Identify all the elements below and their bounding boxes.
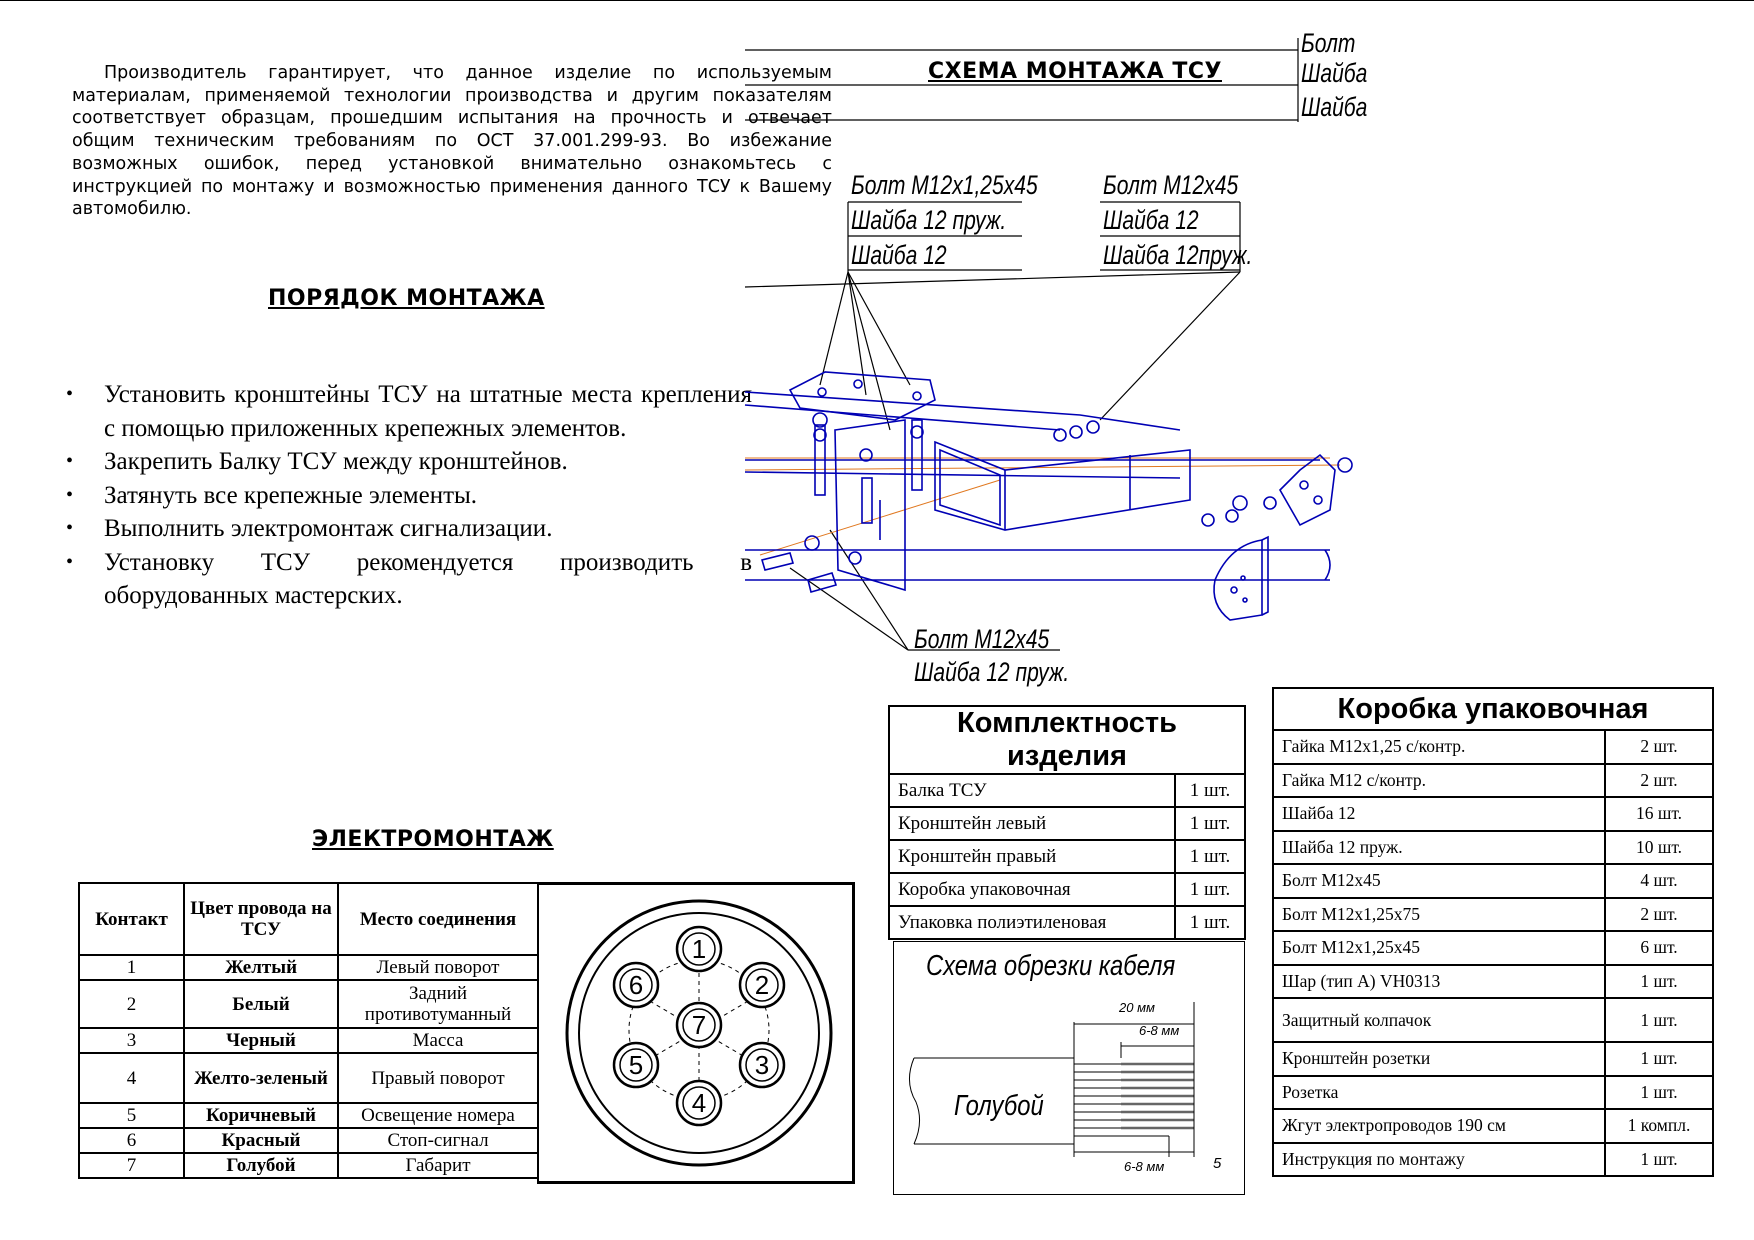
callout-washer: Шайба <box>1301 58 1368 88</box>
dimension-label: 6-8 мм <box>1124 1159 1165 1174</box>
color-cell: Белый <box>184 980 338 1028</box>
item-qty: 1 шт. <box>1605 998 1713 1042</box>
connection-cell: Габарит <box>338 1153 538 1178</box>
table-row <box>1273 898 1713 932</box>
callout-washer: Шайба 12 <box>1103 205 1199 235</box>
step-item: • Затянуть все крепежные элементы. <box>62 479 752 513</box>
item-name: Болт М12x1,25x45 <box>1273 931 1605 965</box>
contact-cell: 5 <box>79 1103 184 1128</box>
color-cell: Желто-зеленый <box>184 1053 338 1103</box>
socket-pin-label: 2 <box>754 970 770 1000</box>
contact-cell: 7 <box>79 1153 184 1178</box>
table-row <box>1273 1076 1713 1110</box>
item-qty: 1 шт. <box>1605 1076 1713 1110</box>
socket-pin-label: 7 <box>691 1010 707 1040</box>
table-row <box>1273 1109 1713 1143</box>
item-qty: 1 шт. <box>1605 1143 1713 1177</box>
connection-cell: Левый поворот <box>338 955 538 980</box>
table-row <box>1273 965 1713 999</box>
socket-pin-label: 3 <box>754 1050 770 1080</box>
order-heading: ПОРЯДОК МОНТАЖА <box>268 286 545 311</box>
color-cell: Коричневый <box>184 1103 338 1128</box>
wire-strands <box>1074 1064 1169 1136</box>
contact-cell: 6 <box>79 1128 184 1153</box>
item-name: Гайка М12x1,25 с/контр. <box>1273 730 1605 764</box>
callout-spring-washer: Шайба 12 пруж. <box>914 657 1070 687</box>
table-row <box>1273 730 1713 764</box>
header-contact: Контакт <box>79 883 184 955</box>
cable-cut-edge <box>909 1058 919 1144</box>
table-row <box>1273 864 1713 898</box>
socket-pin-label: 6 <box>628 970 644 1000</box>
connection-cell: Правый поворот <box>338 1053 538 1103</box>
step-item: • Установку ТСУ рекомендуется производить в оборудованных мастерских. <box>62 546 752 613</box>
item-name: Коробка упаковочная <box>889 873 1175 906</box>
step-item: • Выполнить электромонтаж сигнализации. <box>62 512 752 546</box>
table-row <box>79 1153 538 1178</box>
wire-color-label: Голубой <box>954 1090 1044 1122</box>
item-qty: 1 шт. <box>1175 807 1245 840</box>
box-title: Коробка упаковочная <box>1273 688 1713 730</box>
socket-pin-label: 1 <box>691 934 707 964</box>
electro-heading: ЭЛЕКТРОМОНТАЖ <box>312 827 554 852</box>
callout-spring-washer: Шайба 12пруж. <box>1103 240 1253 270</box>
item-name: Кронштейн левый <box>889 807 1175 840</box>
table-row <box>1273 931 1713 965</box>
item-name: Болт М12x45 <box>1273 864 1605 898</box>
guarantee-paragraph: Производитель гарантирует, что данное изделие по используемым материалам, применяемой технологии производства и другим показателям соответствует образцам, прошедшим испытания на прочность и отвечает общим техническим требованиям по ОСТ 37.001.299-93. Во избежание возможных ошибок, перед установкой внимательно ознакомьтесь с инструкцией по монтажу и возможностью применения данного ТСУ к Вашему автомобилю. <box>72 63 832 220</box>
header-wire-color: Цвет провода на ТСУ <box>184 883 338 955</box>
item-qty: 1 компл. <box>1605 1109 1713 1143</box>
callout-bolt: Болт М12x45 <box>1103 170 1239 200</box>
kit-table <box>888 705 1246 940</box>
table-row <box>79 955 538 980</box>
callout-bolt: Болт <box>1301 28 1356 58</box>
kit-title: Комплектность изделия <box>889 706 1245 774</box>
color-cell: Черный <box>184 1028 338 1053</box>
dimension-label: 20 мм <box>1119 1000 1155 1015</box>
dimension-label: 6-8 мм <box>1139 1023 1180 1038</box>
step-item: • Закрепить Балку ТСУ между кронштейнов. <box>62 445 752 479</box>
item-name: Шайба 12 пруж. <box>1273 831 1605 865</box>
item-qty: 10 шт. <box>1605 831 1713 865</box>
table-row <box>79 1128 538 1153</box>
table-row <box>1273 1042 1713 1076</box>
contact-cell: 3 <box>79 1028 184 1053</box>
socket-pin-label: 4 <box>691 1088 707 1118</box>
table-row <box>1273 764 1713 798</box>
scheme-heading: СХЕМА МОНТАЖА ТСУ <box>928 59 1222 84</box>
contact-cell: 4 <box>79 1053 184 1103</box>
socket-pins <box>614 927 784 1125</box>
socket-diagram <box>539 885 853 1183</box>
item-name: Инструкция по монтажу <box>1273 1143 1605 1177</box>
item-qty: 6 шт. <box>1605 931 1713 965</box>
box-contents-table <box>1272 687 1714 1177</box>
item-name: Кронштейн правый <box>889 840 1175 873</box>
item-name: Гайка М12 с/контр. <box>1273 764 1605 798</box>
callout-spring-washer: Шайба 12 пруж. <box>851 205 1007 235</box>
item-qty: 1 шт. <box>1175 840 1245 873</box>
item-qty: 1 шт. <box>1605 1042 1713 1076</box>
item-qty: 16 шт. <box>1605 797 1713 831</box>
header-connection: Место соединения <box>338 883 538 955</box>
cable-cutting-scheme <box>893 941 1245 1195</box>
table-row <box>1273 797 1713 831</box>
dimension-label: 5 <box>1213 1155 1222 1172</box>
table-row <box>889 774 1245 807</box>
item-name: Упаковка полиэтиленовая <box>889 906 1175 939</box>
item-name: Шайба 12 <box>1273 797 1605 831</box>
table-row <box>79 1028 538 1053</box>
item-name: Розетка <box>1273 1076 1605 1110</box>
table-row <box>79 980 538 1028</box>
table-row <box>889 906 1245 939</box>
table-row <box>1273 831 1713 865</box>
socket-pinout <box>537 882 855 1184</box>
cable-scheme-title: Схема обрезки кабеля <box>926 950 1176 982</box>
item-qty: 2 шт. <box>1605 764 1713 798</box>
connection-cell: Задний противотуманный <box>338 980 538 1028</box>
color-cell: Желтый <box>184 955 338 980</box>
contact-cell: 2 <box>79 980 184 1028</box>
table-row <box>1273 998 1713 1042</box>
item-qty: 2 шт. <box>1605 730 1713 764</box>
item-qty: 1 шт. <box>1175 906 1245 939</box>
table-row <box>889 840 1245 873</box>
callout-bolt: Болт М12x45 <box>914 624 1050 654</box>
table-row <box>889 807 1245 840</box>
step-item: • Установить кронштейны ТСУ на штатные места крепления с помощью приложенных крепежных элементов. <box>62 378 752 445</box>
connection-cell: Масса <box>338 1028 538 1053</box>
socket-pin-label: 5 <box>628 1050 644 1080</box>
item-name: Шар (тип А) VH0313 <box>1273 965 1605 999</box>
callout-lines <box>745 38 1298 650</box>
wiring-table <box>78 882 539 1179</box>
connection-cell: Стоп-сигнал <box>338 1128 538 1153</box>
item-qty: 1 шт. <box>1175 873 1245 906</box>
table-row <box>889 873 1245 906</box>
item-name: Кронштейн розетки <box>1273 1042 1605 1076</box>
color-cell: Красный <box>184 1128 338 1153</box>
callout-washer: Шайба <box>1301 92 1368 122</box>
connection-cell: Освещение номера <box>338 1103 538 1128</box>
color-cell: Голубой <box>184 1153 338 1178</box>
table-header-row <box>79 883 538 955</box>
item-qty: 1 шт. <box>1175 774 1245 807</box>
table-row <box>79 1103 538 1128</box>
tow-bar-parts <box>745 372 1352 620</box>
item-name: Жгут электропроводов 190 см <box>1273 1109 1605 1143</box>
contact-cell: 1 <box>79 955 184 980</box>
item-name: Болт М12x1,25x75 <box>1273 898 1605 932</box>
item-name: Балка ТСУ <box>889 774 1175 807</box>
item-qty: 2 шт. <box>1605 898 1713 932</box>
table-row <box>79 1053 538 1103</box>
callout-bolt: Болт М12x1,25x45 <box>851 170 1038 200</box>
callout-washer: Шайба 12 <box>851 240 947 270</box>
item-name: Защитный колпачок <box>1273 998 1605 1042</box>
table-row <box>1273 1143 1713 1177</box>
item-qty: 1 шт. <box>1605 965 1713 999</box>
item-qty: 4 шт. <box>1605 864 1713 898</box>
